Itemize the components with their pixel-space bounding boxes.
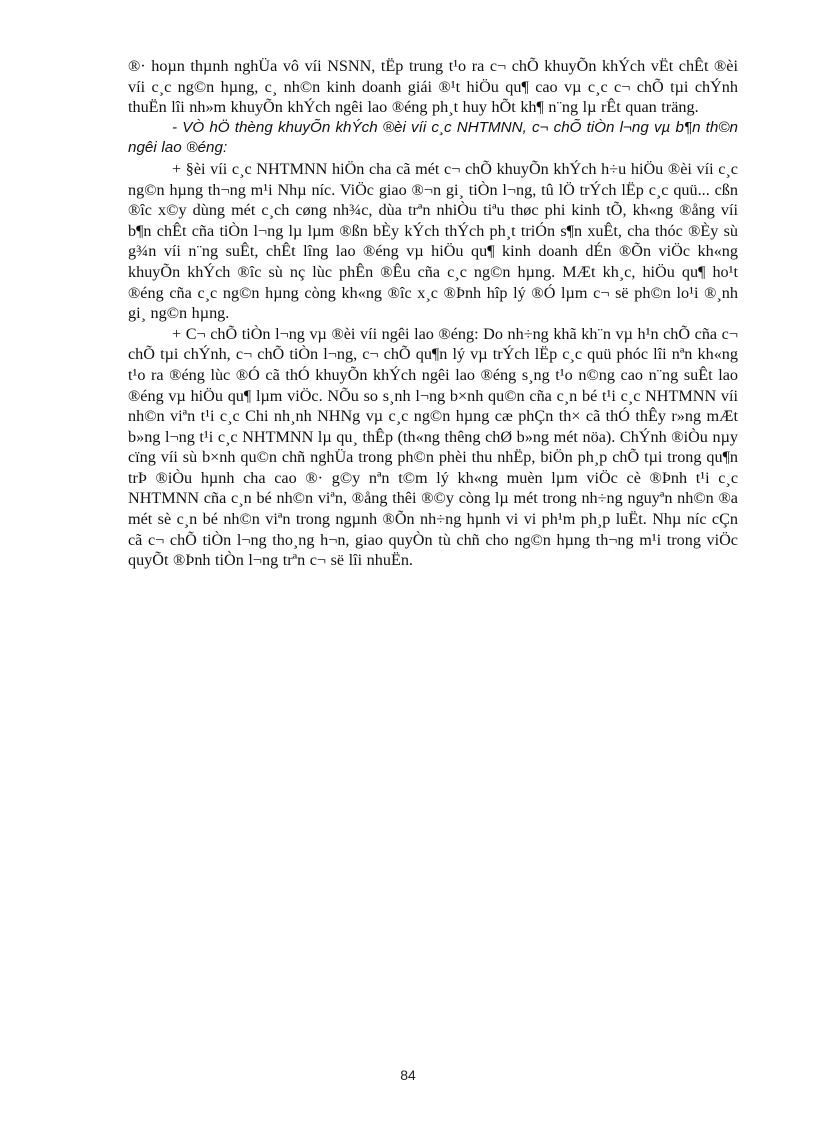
paragraph-nhtmnn: + §èi víi c¸c NHTMNN hiÖn cha cã mét c¬ chÕ khuyÕn khÝch h÷u hiÖu ®èi víi c¸c ng©n hµng th¬ng m¹i Nhµ níc. ViÖc giao ®¬n gi¸ tiÒn l¬ng, tû lÖ trÝch lËp c¸c quü... cßn ®îc x©y dùng mét c¸ch cøng nh¾c, dùa trªn nhiÒu tiªu thøc phi kinh tÕ, kh«ng ®ång víi b¶n chÊt cña tiÒn l¬ng lµ lµm ®ßn bÈy kÝch thÝch ph¸t triÓn s¶n xuÊt, cha thóc ®Èy sù g¾n víi n¨ng suÊt, chÊt lîng lao ®éng vµ hiÖu qu¶ kinh doanh dÉn ®Õn viÖc kh«ng khuyÕn khÝch ®îc sù nç lùc phÊn ®Êu cña c¸c ng©n hµng. MÆt kh¸c, hiÖu qu¶ ho¹t ®éng cña c¸c ng©n hµng còng kh«ng ®îc x¸c ®Þnh hîp lý ®Ó lµm c¬ së ph©n lo¹i ®¸nh gi¸ ng©n hµng. [128, 159, 738, 323]
section-heading-incentives: - VÒ hÖ thèng khuyÕn khÝch ®èi víi c¸c NHTMNN, c¬ chÕ tiÒn l¬ng vµ b¶n th©n ngêi lao ®éng: [128, 118, 738, 157]
page-number: 84 [400, 1067, 416, 1083]
paragraph-intro: ®· hoµn thµnh nghÜa vô víi NSNN, tËp trung t¹o ra c¬ chÕ khuyÕn khÝch vËt chÊt ®èi víi c¸c ng©n hµng, c¸ nh©n kinh doanh giái ®¹t hiÖu qu¶ cao vµ c¸c c¬ chÕ tµi chÝnh thuËn lîi nh»m khuyÕn khÝch ngêi lao ®éng ph¸t huy hÕt kh¶ n¨ng lµ rÊt quan träng. [128, 57, 738, 117]
paragraph-salary-mechanism: + C¬ chÕ tiÒn l¬ng vµ ®èi víi ngêi lao ®éng: Do nh÷ng khã kh¨n vµ h¹n chÕ cña c¬ chÕ tµi chÝnh, c¬ chÕ tiÒn l¬ng, c¬ chÕ qu¶n lý vµ trÝch lËp c¸c quü phóc lîi nªn kh«ng t¹o ra ®éng lùc ®Ó cã thÓ khuyÕn khÝch ngêi lao ®éng s¸ng t¹o n©ng cao n¨ng suÊt lao ®éng vµ hiÖu qu¶ lµm viÖc. NÕu so s¸nh l¬ng b×nh qu©n cña c¸n bé t¹i c¸c NHTMNN víi nh©n viªn t¹i c¸c Chi nh¸nh NHNg vµ c¸c ng©n hµng cæ phÇn th× cã thÓ thÊy r»ng mÆt b»ng l¬ng t¹i c¸c NHTMNN lµ qu¸ thÊp (th«ng thêng chØ b»ng mét nöa). ChÝnh ®iÒu nµy cïng víi sù b×nh qu©n chñ nghÜa trong ph©n phèi thu nhËp, biÖn ph¸p chÕ tµi trong qu¶n trÞ ®iÒu hµnh cha cao ®· g©y nªn t©m lý kh«ng muèn lµm viÖc cè ®Þnh t¹i c¸c NHTMNN cña c¸n bé nh©n viªn, ®ång thêi ®©y còng lµ mét trong nh÷ng nguyªn nh©n ®a mét sè c¸n bé nh©n viªn trong ngµnh ®Õn nh÷ng hµnh vi vi ph¹m ph¸p luËt. Nhµ níc cÇn cã c¬ chÕ tiÒn l¬ng tho¸ng h¬n, giao quyÒn tù chñ cho ng©n hµng th¬ng m¹i trong viÖc quyÕt ®Þnh tiÒn l¬ng trªn c¬ së lîi nhuËn. [128, 324, 738, 570]
document-body [128, 56, 738, 571]
